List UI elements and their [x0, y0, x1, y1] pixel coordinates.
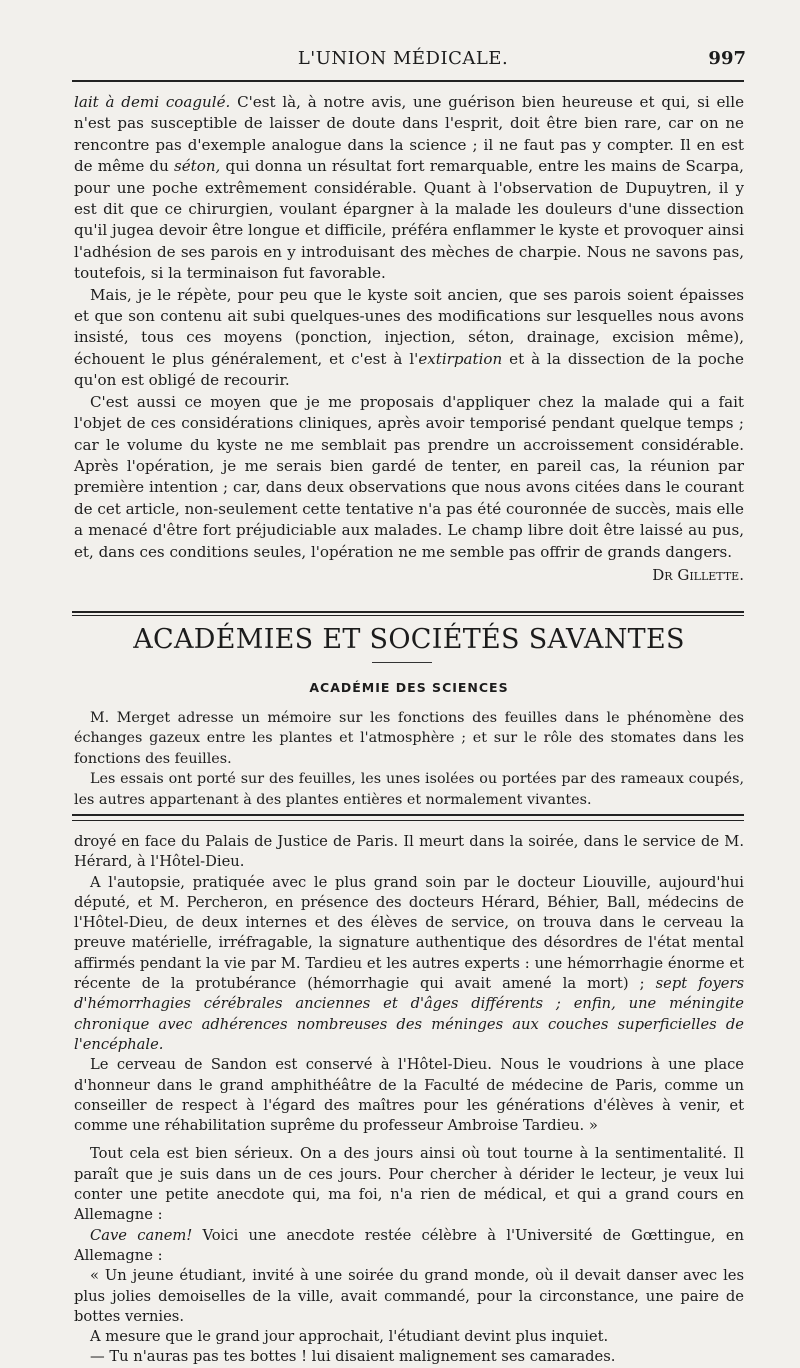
article-paragraph [74, 92, 744, 285]
text-run: Voici une anecdote restée célèbre à l'Université de Gœttingue, en Allemagne : [74, 1226, 744, 1264]
author-signature: Dr Gillette. [652, 565, 744, 584]
article-body [74, 92, 744, 586]
text-run: Mais, je le répète, pour peu que le kyste soit ancien, que ses parois soient épaisses et que son contenu ait subi quelques-unes des modifications sur lesquelles nous avons insisté, tous ces moyens (ponction, injection, séton, drainage, excision même), échouent le plus généralement, et c'est à l' [74, 285, 744, 368]
italic-text: lait à demi coagulé. [74, 93, 231, 111]
feuilleton-paragraph: droyé en face du Palais de Justice de Paris. Il meurt dans la soirée, dans le service de M. Hérard, à l'Hôtel-Dieu. [74, 833, 744, 871]
text-run: C'est là, à notre avis, une guérison bien heureuse et qui, si elle n'est pas susceptible de laisser de doute dans l'esprit, doit être bien rare, car on ne rencontre pas d'exemple analogue dans la science ; il ne faut pas y compter. Il en est de même du [74, 93, 745, 176]
italic-text: Cave canem! [90, 1226, 193, 1244]
report-paragraph: Les essais ont porté sur des feuilles, les unes isolées ou portées par des rameaux coupés, les autres appartenant à des plantes entières et normalement vivantes. [74, 771, 744, 808]
feuilleton-paragraph [74, 873, 744, 1056]
page-header [60, 48, 746, 74]
report-paragraph: M. Merget adresse un mémoire sur les fonctions des feuilles dans le phénomène des échanges gazeux entre les plantes et l'atmosphère ; et sur le rôle des stomates dans les fonctions des feuilles. [74, 710, 744, 767]
feuilleton-paragraph: Le cerveau de Sandon est conservé à l'Hôtel-Dieu. Nous le voudrions à une place d'honneur dans le grand amphithéâtre de la Faculté de médecine de Paris, comme un conseiller de respect à l'égard des maîtres pour les générations d'élèves à venir, et comme une réhabilitation suprême du professeur Ambroise Tardieu. » [74, 1056, 744, 1135]
feuilleton-paragraph: — Tu n'auras pas tes bottes ! lui disaient malignement ses camarades. [90, 1348, 616, 1366]
feuilleton-paragraph: A mesure que le grand jour approchait, l'étudiant devint plus inquiet. [90, 1328, 609, 1346]
italic-text: séton, [174, 157, 221, 176]
italic-text: sept foyers d'hémorrhagies cérébrales anciennes et d'âges différents ; enfin, une méningite chronique avec adhérences nombreuses des méninges aux couches superficielles de l'encéphale. [74, 975, 744, 1053]
feuilleton-body [74, 832, 744, 1368]
academy-report [74, 708, 744, 810]
page-number: 997 [708, 48, 746, 69]
feuilleton-paragraph [74, 1226, 744, 1267]
feuilleton-paragraph: Tout cela est bien sérieux. On a des jours ainsi où tout tourne à la sentimentalité. Il paraît que je suis dans un de ces jours. Pour chercher à dérider le lecteur, je veux lui conter une petite anecdote qui, ma foi, n'a rien de médical, et qui a grand cours en Allemagne : [74, 1145, 744, 1224]
section-rule-top-thin [72, 615, 744, 616]
text-run: et à la dissection de la poche qu'on est obligé de recourir. [74, 349, 744, 390]
feuilleton-paragraph: « Un jeune étudiant, invité à une soirée du grand monde, où il devait danser avec les plus jolies demoiselles de la ville, avait commandé, pour la circonstance, une paire de bottes vernies. [74, 1267, 744, 1325]
subsection-title: ACADÉMIE DES SCIENCES [309, 680, 509, 695]
article-paragraph [74, 285, 744, 392]
text-run: qui donna un résultat fort remarquable, entre les mains de Scarpa, pour une poche extrêmement considérable. Quant à l'observation de Dupuytren, il y est dit que ce chirurgien, voulant épargner à la malade les douleurs d'une dissection qu'il jugea devoir être longue et difficile, préféra enflammer le kyste et provoquer ainsi l'adhésion de ses parois en y introduisant des mèches de charpie. Nous ne savons pas, toutefois, si la terminaison fut favorable. [74, 157, 744, 283]
journal-title: L'UNION MÉDICALE. [297, 48, 509, 69]
article-paragraph: C'est aussi ce moyen que je me proposais d'appliquer chez la malade qui a fait l'objet de ces considérations cliniques, après avoir temporisé pendant quelque temps ; car le volume du kyste ne me semblait pas prendre un accroissement considérable. Après l'opération, je me serais bien gardé de tenter, en pareil cas, la réunion par première intention ; car, dans deux observations que nous avons citées dans le courant de cet article, non-seulement cette tentative n'a pas été couronnée de succès, mais elle a menacé d'être fort préjudiciable aux malades. Le champ libre doit être laissé au pus, et, dans ces conditions seules, l'opération ne me semble pas offrir de grands dangers. [74, 392, 744, 561]
text-run: A l'autopsie, pratiquée avec le plus grand soin par le docteur Liouville, aujourd'hui député, et M. Percheron, en présence des docteurs Hérard, Béhier, Ball, médecins de l'Hôtel-Dieu, de deux internes et des élèves de service, on trouva dans le cerveau la preuve matérielle, irréfragable, la signature authentique des désordres de l'état mental affirmés pendant la vie par M. Tardieu et les autres experts : une hémorrhagie énorme et récente de la protubérance (hémorrhagie qui avait amené la mort) ; [74, 873, 744, 993]
feuilleton-rule [72, 814, 744, 816]
section-rule-top [72, 611, 744, 613]
section-title: ACADÉMIES ET SOCIÉTÉS SAVANTES [133, 624, 685, 655]
feuilleton-rule-thin [72, 820, 744, 821]
header-rule [72, 80, 744, 82]
title-underline [372, 662, 432, 663]
italic-text: extirpation [418, 349, 503, 368]
